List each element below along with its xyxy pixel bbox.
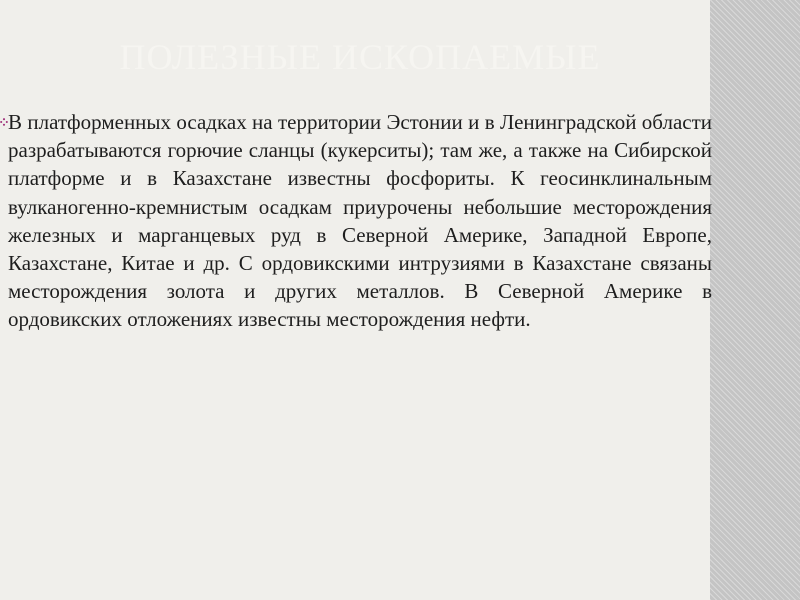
decorative-stripe: [710, 0, 800, 600]
slide-body: [0, 108, 710, 334]
slide-title: ПОЛЕЗНЫЕ ИСКОПАЕМЫЕ: [119, 37, 601, 77]
diamond-bullet-icon: [0, 118, 8, 126]
body-paragraph: В платформенных осадках на территории Эстонии и в Ленинградской области разрабатываются горючие сланцы (кукерситы); там же, а также на Сибирской платформе и в Казахстане известны фосфориты. К геосинклинальным вулканогенно-кремнистым осадкам приурочены небольшие месторождения железных и марганцевых руд в Северной Америке, Западной Европе, Казахстане, Китае и др. С ордовикскими интрузиями в Казахстане связаны месторождения золота и других металлов. В Северной Америке в ордовикских отложениях известны месторождения нефти.: [8, 110, 712, 332]
